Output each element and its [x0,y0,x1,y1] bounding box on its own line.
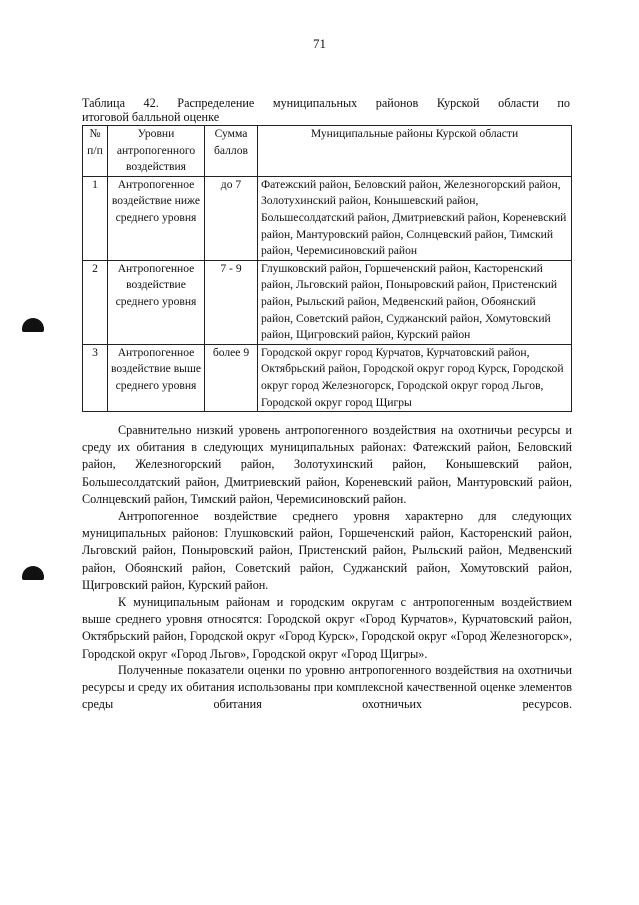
scan-hole-mark-icon [22,566,44,580]
table-header-row [83,126,572,177]
paragraph-high-impact: К муниципальным районам и городским округам с антропогенным воздействием выше среднего уровня относятся: Городской округ «Город Курчатов», Курчатовский район, Октябрьский район, Городской округ «Город Курск», Городской округ «Город Железногорск», Городской округ «Город Льгов», Городской округ «Город Щигры». [82,595,572,661]
header-districts: Муниципальные районы Курской области [258,126,572,177]
page-number: 71 [313,36,326,51]
row-num: 1 [83,176,108,260]
paragraph-medium-impact: Антропогенное воздействие среднего уровня характерно для следующих муниципальных районов: Глушковский район, Горшеченский район, Касторенский район, Льговский район, Поныровский район, Пристенский район, Рыльский район, Медвенский район, Обоянский район, Советский район, Суджанский район, Хомутовский район, Щигровский район, Курский район. [82,509,572,592]
row-districts: Глушковский район, Горшеченский район, Касторенский район, Льговский район, Поныровский район, Пристенский район, Рыльский район, Медвенский район, Обоянский район, Советский район, Суджанский район, Хомутовский район, Щигровский район, Курский район [258,260,572,344]
table-caption-line-1: Таблица 42. Распределение муниципальных районов Курской области по [82,96,570,110]
row-districts: Фатежский район, Беловский район, Железногорский район, Золотухинский район, Конышевский район, Большесолдатский район, Дмитриевский район, Кореневский район, Мантуровский район, Солнцевский район, Тимский район, Черемисиновский район [258,176,572,260]
row-sum: 7 - 9 [205,260,258,344]
row-sum: до 7 [205,176,258,260]
paragraph-low-impact: Сравнительно низкий уровень антропогенного воздействия на охотничьи ресурсы и среду их обитания в следующих муниципальных районах: Фатежский район, Беловский район, Железногорский район, Золотухинский район, Конышевский район, Большесолдатский район, Дмитриевский район, Кореневский район, Мантуровский район, Солнцевский район, Тимский район, Черемисиновский район. [82,423,572,506]
header-level: Уровни антропогенного воздействия [108,126,205,177]
table-row [83,176,572,260]
row-num: 3 [83,344,108,411]
table-caption [82,96,570,124]
table-row [83,260,572,344]
row-sum: более 9 [205,344,258,411]
row-num: 2 [83,260,108,344]
header-num: № п/п [83,126,108,177]
district-table [82,125,572,412]
row-level: Антропогенное воздействие ниже среднего уровня [108,176,205,260]
header-sum: Сумма баллов [205,126,258,177]
paragraph-conclusion: Полученные показатели оценки по уровню антропогенного воздействия на охотничьи ресурсы и среду их обитания использованы при комплексной качественной оценке элементов среды обитания охотничьих ресурсов. [82,663,572,712]
row-level: Антропогенное воздействие выше среднего уровня [108,344,205,411]
row-districts: Городской округ город Курчатов, Курчатовский район, Октябрьский район, Городской округ город Курск, Городской округ город Железногорск, Городской округ город Льгов, Городской округ город Щигры [258,344,572,411]
table-caption-line-2: итоговой балльной оценке [82,110,220,124]
table-row [83,344,572,411]
scan-hole-mark-icon [22,318,44,332]
row-level: Антропогенное воздействие среднего уровня [108,260,205,344]
